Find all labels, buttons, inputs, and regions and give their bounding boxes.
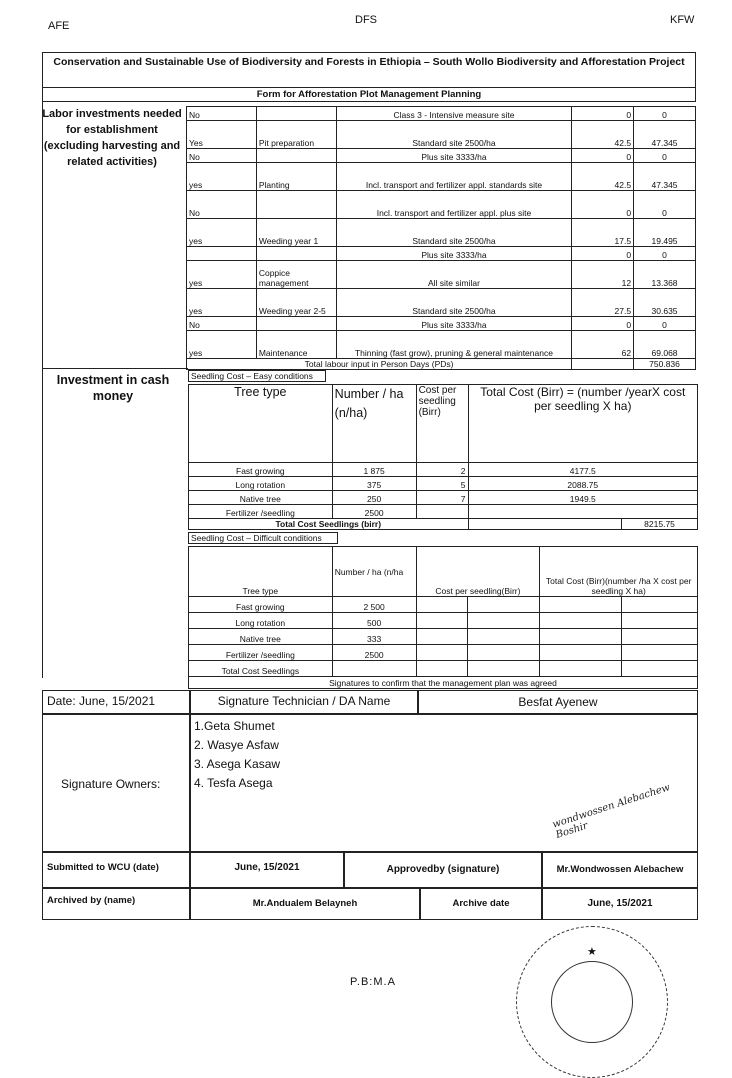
easy-seedling-row: [189, 505, 698, 519]
labor-yes-no: yes: [187, 219, 257, 247]
labor-yes-no: No: [187, 107, 257, 121]
empty-cell: [540, 597, 622, 613]
owners-label: Signature Owners:: [42, 714, 190, 852]
labor-person-days: 17.5: [572, 219, 634, 247]
labor-description: Standard site 2500/ha: [336, 219, 571, 247]
empty-cell: [468, 645, 540, 661]
labor-activity: Planting: [256, 163, 336, 191]
seedling-tree-type: Fast growing: [189, 463, 333, 477]
technician-name: Besfat Ayenew: [418, 690, 698, 714]
labor-yes-no: yes: [187, 261, 257, 289]
archived-label: Archived by (name): [42, 888, 190, 920]
seedling-number: 1 875: [332, 463, 416, 477]
owner-name: 1.Geta Shumet: [194, 719, 275, 733]
empty-cell: [416, 629, 468, 645]
header-right: KFW: [670, 14, 695, 26]
empty-cell: [468, 661, 540, 677]
empty-cell: [622, 629, 698, 645]
seedling-tree-type: Native tree: [189, 491, 333, 505]
difficult-seedling-row: [189, 629, 698, 645]
empty-cell: [416, 613, 468, 629]
labor-row: [187, 121, 696, 149]
seedling-number: 2 500: [332, 597, 416, 613]
seedling-number: [332, 661, 416, 677]
easy-header-row: [189, 385, 698, 463]
left-border: [42, 102, 43, 678]
labor-row: [187, 219, 696, 247]
header-left: AFE: [48, 20, 70, 32]
labor-cost: 0: [634, 107, 696, 121]
submitted-date: June, 15/2021: [190, 852, 344, 888]
seedling-tree-type: Fast growing: [189, 597, 333, 613]
owners-box: [190, 714, 698, 852]
labor-table: [186, 106, 696, 370]
approved-name: Mr.Wondwossen Alebachew: [542, 852, 698, 888]
labor-yes-no: [187, 247, 257, 261]
easy-h-number: Number / ha (n/ha): [332, 385, 416, 463]
labor-activity: Pit preparation: [256, 121, 336, 149]
empty-cell: [416, 597, 468, 613]
empty-cell: [540, 661, 622, 677]
easy-total-value: 8215.75: [622, 519, 698, 530]
seedling-number: 375: [332, 477, 416, 491]
handwritten-signature: wondwossen Alebachew Boshir: [551, 782, 672, 842]
empty-cell: [416, 645, 468, 661]
difficult-seedling-row: [189, 597, 698, 613]
easy-seedling-row: [189, 463, 698, 477]
labor-row: [187, 107, 696, 121]
easy-h-total: Total Cost (Birr) = (number /yearX cost per seedling X ha): [468, 385, 697, 463]
technician-label: Signature Technician / DA Name: [190, 690, 418, 714]
section-divider: [42, 368, 188, 369]
labor-description: Plus site 3333/ha: [336, 317, 571, 331]
cash-label: Investment in cash money: [56, 373, 170, 403]
seedling-total-cost: 4177.5: [468, 463, 697, 477]
labor-row: [187, 317, 696, 331]
difficult-seedling-row: [189, 645, 698, 661]
labor-description: Standard site 2500/ha: [336, 289, 571, 317]
labor-row: [187, 247, 696, 261]
labor-description: All site similar: [336, 261, 571, 289]
empty-cell: [468, 597, 540, 613]
labor-description: Class 3 - Intensive measure site: [336, 107, 571, 121]
date-field: Date: June, 15/2021: [42, 690, 190, 714]
difficult-caption: Seedling Cost – Difficult conditions: [188, 532, 338, 544]
labor-row: [187, 163, 696, 191]
labor-row: [187, 331, 696, 359]
difficult-h-total: Total Cost (Birr)(number /ha X cost per seedling X ha): [540, 547, 698, 597]
labor-person-days: 27.5: [572, 289, 634, 317]
labor-activity: [256, 317, 336, 331]
labor-cost: 0: [634, 191, 696, 219]
official-stamp: [516, 926, 668, 1078]
labor-yes-no: Yes: [187, 121, 257, 149]
empty-cell: [540, 613, 622, 629]
labor-activity: Weeding year 2-5: [256, 289, 336, 317]
seedling-total-cost: 1949.5: [468, 491, 697, 505]
stamp-inner-ring: [551, 961, 633, 1043]
labor-yes-no: No: [187, 191, 257, 219]
labor-row: [187, 289, 696, 317]
labor-cost: 13.368: [634, 261, 696, 289]
archived-name: Mr.Andualem Belayneh: [190, 888, 420, 920]
difficult-seedling-row: [189, 613, 698, 629]
easy-total-row: [189, 519, 698, 530]
archive-date: June, 15/2021: [542, 888, 698, 920]
owner-name: 2. Wasye Asfaw: [194, 738, 279, 752]
labor-person-days: 0: [572, 107, 634, 121]
labor-description: Incl. transport and fertilizer appl. plus site: [336, 191, 571, 219]
header-center: DFS: [355, 14, 377, 26]
labor-total-value: 750.836: [634, 359, 696, 370]
submitted-label: Submitted to WCU (date): [42, 852, 190, 888]
footer-code: P.B:M.A: [350, 976, 396, 988]
seedling-total-cost: [468, 505, 697, 519]
difficult-h-type: Tree type: [189, 547, 333, 597]
labor-activity: [256, 107, 336, 121]
seedling-number: 2500: [332, 645, 416, 661]
labor-activity: [256, 191, 336, 219]
labor-person-days: 42.5: [572, 121, 634, 149]
owner-name: 4. Tesfa Asega: [194, 776, 273, 790]
labor-person-days: 0: [572, 317, 634, 331]
empty-cell: [416, 661, 468, 677]
labor-description: Standard site 2500/ha: [336, 121, 571, 149]
labor-yes-no: yes: [187, 289, 257, 317]
labor-yes-no: yes: [187, 331, 257, 359]
easy-total-label: Total Cost Seedlings (birr): [189, 519, 469, 530]
star-icon: ★: [587, 946, 597, 958]
seedling-number: 2500: [332, 505, 416, 519]
form-subtitle: Form for Afforestation Plot Management Planning: [42, 88, 696, 102]
labor-cost: 30.635: [634, 289, 696, 317]
approved-label: Approvedby (signature): [344, 852, 542, 888]
seedling-tree-type: Native tree: [189, 629, 333, 645]
labor-total-row: [187, 359, 696, 370]
labor-yes-no: No: [187, 317, 257, 331]
seedling-cost: 5: [416, 477, 468, 491]
confirm-text: Signatures to confirm that the management plan was agreed: [188, 676, 698, 689]
seedling-cost: 7: [416, 491, 468, 505]
difficult-seedling-row: [189, 661, 698, 677]
labor-description: Incl. transport and fertilizer appl. standards site: [336, 163, 571, 191]
seedling-tree-type: Fertilizer /seedling: [189, 505, 333, 519]
seedling-total-cost: 2088.75: [468, 477, 697, 491]
labor-yes-no: yes: [187, 163, 257, 191]
difficult-header-row: [189, 547, 698, 597]
labor-person-days: 0: [572, 149, 634, 163]
document-title: Conservation and Sustainable Use of Biodiversity and Forests in Ethiopia – South Wollo Biodiversity and Afforestation Project: [42, 52, 696, 88]
labor-label: Labor investments needed for establishment (excluding harvesting and related activities): [42, 108, 182, 168]
labor-row: [187, 149, 696, 163]
labor-cost: 0: [634, 317, 696, 331]
seedling-number: 333: [332, 629, 416, 645]
difficult-h-number: Number / ha (n/ha: [332, 547, 416, 597]
empty-cell: [540, 629, 622, 645]
labor-activity: [256, 149, 336, 163]
seedling-cost: 2: [416, 463, 468, 477]
easy-seedling-table: [188, 384, 698, 530]
empty-cell: [622, 661, 698, 677]
easy-seedling-row: [189, 477, 698, 491]
easy-h-type: Tree type: [189, 385, 333, 463]
labor-person-days: 0: [572, 191, 634, 219]
empty-cell: [468, 613, 540, 629]
labor-cost: 0: [634, 149, 696, 163]
labor-activity: Weeding year 1: [256, 219, 336, 247]
labor-person-days: 62: [572, 331, 634, 359]
empty-cell: [622, 645, 698, 661]
labor-yes-no: No: [187, 149, 257, 163]
seedling-number: 500: [332, 613, 416, 629]
labor-cost: 69.068: [634, 331, 696, 359]
labor-cost: 19.495: [634, 219, 696, 247]
labor-activity: Maintenance: [256, 331, 336, 359]
labor-total-label: Total labour input in Person Days (PDs): [187, 359, 572, 370]
easy-seedling-row: [189, 491, 698, 505]
labor-cost: 0: [634, 247, 696, 261]
labor-cost: 47.345: [634, 121, 696, 149]
difficult-h-cost: Cost per seedling(Birr): [416, 547, 540, 597]
seedling-number: 250: [332, 491, 416, 505]
labor-row: [187, 261, 696, 289]
easy-h-cost: Cost per seedling (Birr): [416, 385, 468, 463]
empty-cell: [622, 613, 698, 629]
owner-name: 3. Asega Kasaw: [194, 757, 281, 771]
labor-description: Thinning (fast grow), pruning & general maintenance: [336, 331, 571, 359]
labor-person-days: 12: [572, 261, 634, 289]
seedling-tree-type: Long rotation: [189, 477, 333, 491]
labor-cost: 47.345: [634, 163, 696, 191]
easy-caption: Seedling Cost – Easy conditions: [188, 370, 326, 382]
difficult-seedling-table: [188, 546, 698, 677]
empty-cell: [540, 645, 622, 661]
seedling-tree-type: Total Cost Seedlings: [189, 661, 333, 677]
labor-description: Plus site 3333/ha: [336, 149, 571, 163]
labor-description: Plus site 3333/ha: [336, 247, 571, 261]
archive-date-label: Archive date: [420, 888, 542, 920]
labor-activity: [256, 247, 336, 261]
labor-person-days: 42.5: [572, 163, 634, 191]
empty-cell: [468, 629, 540, 645]
labor-row: [187, 191, 696, 219]
labor-activity: Coppice management: [256, 261, 336, 289]
labor-person-days: 0: [572, 247, 634, 261]
seedling-cost: [416, 505, 468, 519]
seedling-tree-type: Long rotation: [189, 613, 333, 629]
empty-cell: [622, 597, 698, 613]
seedling-tree-type: Fertilizer /seedling: [189, 645, 333, 661]
